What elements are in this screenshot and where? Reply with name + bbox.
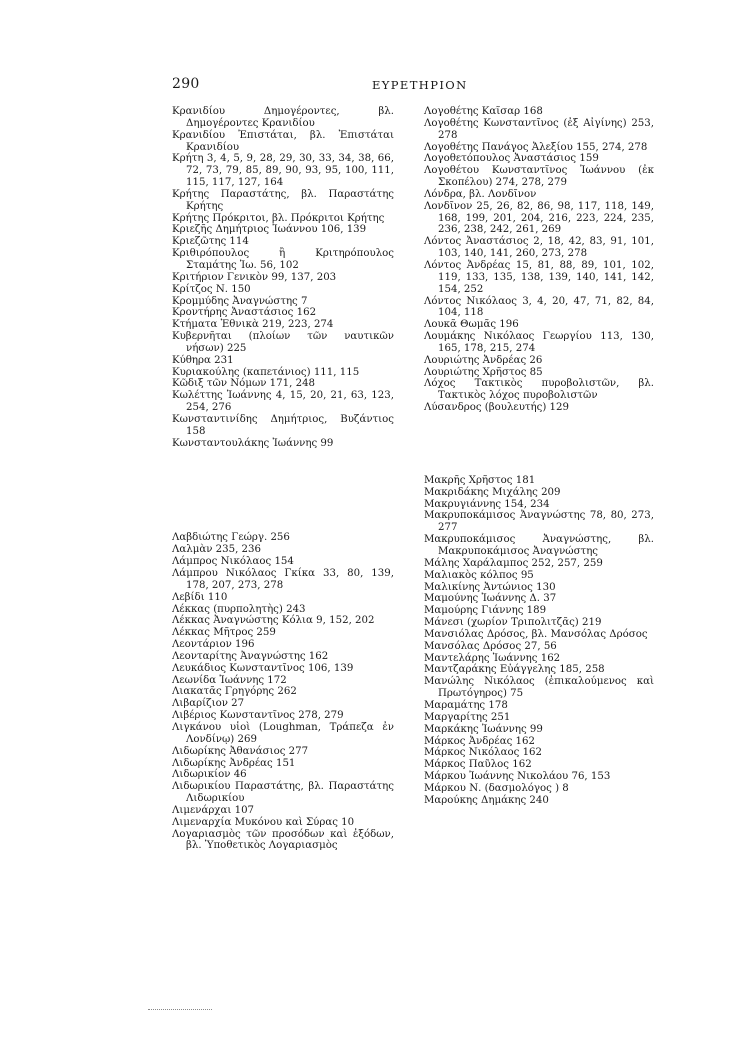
index-entry: Κωνσταντουλάκης Ἰωάννης 99: [172, 437, 334, 449]
index-entry: Λόντος Ἀναστάσιος 2, 18, 42, 83, 91, 101, 103, 140, 141, 260, 273, 278: [424, 236, 654, 260]
index-entry: Λιμεναρχία Μυκόνου καὶ Σύρας 10: [172, 816, 355, 828]
index-entry: Λουριώτης Ἀνδρέας 26: [424, 354, 543, 366]
index-entry: Λόντος Νικόλαος 3, 4, 20, 47, 71, 82, 84, 104, 118: [424, 295, 654, 319]
index-entry: Λόντος Ἀνδρέας 15, 81, 88, 89, 101, 102, 119, 133, 135, 138, 139, 140, 141, 142, 154, 252: [424, 259, 654, 295]
index-entry: Κρανιδίου Δημογέροντες, βλ. Δημογέροντες Κρανιδίου: [172, 106, 394, 129]
index-entry: Κρίτζος Ν. 150: [172, 283, 251, 295]
index-entry: Λεονταρίτης Ἀναγνώστης 162: [172, 650, 329, 662]
index-entry: Κριεζῶτης 114: [172, 236, 249, 248]
index-entry: Λέκκας Ἀναγνώστης Κόλια 9, 152, 202: [172, 615, 375, 627]
index-entry: Κτήματα Ἐθνικὰ 219, 223, 274: [172, 319, 334, 331]
index-entry: Λύσανδρος (βουλευτής) 129: [424, 402, 569, 414]
index-entry: Λεοντάριον 196: [172, 639, 255, 651]
index-section-lambda-continued: [424, 106, 654, 414]
index-entry: Λογοθέτης Κωνσταντῖνος (ἐξ Αἰγίνης) 253, 278: [424, 117, 654, 141]
index-entry: Κριθιρόπουλος ἢ Κριτηρόπουλος Σταμάτης Ἰω. 56, 102: [172, 248, 394, 271]
index-entry: Μαλιακὸς κόλπος 95: [424, 569, 534, 581]
index-entry: Λιβαρίζιον 27: [172, 698, 245, 710]
index-entry: Λιδωρικίον 46: [172, 769, 247, 781]
index-entry: Λουκᾶ Θωμᾶς 196: [424, 319, 519, 331]
index-entry: Λόχος Τακτικὸς πυροβολιστῶν, βλ. Τακτικὸς λόχος πυροβολιστῶν: [424, 378, 654, 402]
index-entry: Μάρκου Ν. (δασμολόγος ) 8: [424, 782, 569, 794]
index-entry: Κρήτης Πρόκριτοι, βλ. Πρόκριτοι Κρήτης: [172, 212, 385, 224]
index-entry: Λάμπρος Νικόλαος 154: [172, 556, 294, 568]
index-entry: Μάρκος Ἀνδρέας 162: [424, 735, 535, 747]
index-entry: Μάρκου Ἰωάννης Νικολάου 76, 153: [424, 771, 611, 783]
index-entry: Μαντζαράκης Εὐάγγελης 185, 258: [424, 664, 605, 676]
index-entry: Μαραμάτης 178: [424, 699, 508, 711]
index-entry: Μαντελάρης Ἰωάννης 162: [424, 652, 561, 664]
index-entry: Κρομμύδης Ἀναγνώστης 7: [172, 295, 308, 307]
index-entry: Λογοθέτου Κωνσταντῖνος Ἰωάννου (ἐκ Σκοπέλου) 274, 278, 279: [424, 165, 654, 189]
index-entry: Κυβερνῆται (πλοίων τῶν ναυτικῶν νήσων) 225: [172, 331, 394, 354]
index-entry: Μανσιόλας Δρόσος, βλ. Μανσόλας Δρόσος: [424, 628, 648, 640]
index-entry: Μαμούνης Ἰωάννης Δ. 37: [424, 593, 557, 605]
index-entry: Κροντήρης Ἀναστάσιος 162: [172, 307, 317, 319]
index-entry: Κριεζῆς Δημήτριος Ἰωάννου 106, 139: [172, 224, 367, 236]
index-entry: Μαργαρίτης 251: [424, 711, 511, 723]
index-entry: Μάνεσι (χωρίον Τριπολιτζᾶς) 219: [424, 617, 602, 629]
index-entry: Μακρυποκάμισος Ἀναγνώστης, βλ. Μακρυποκάμισος Ἀναγνώστης: [424, 534, 654, 557]
index-entry: Κωνσταντινίδης Δημήτριος, Βυζάντιος 158: [172, 413, 394, 437]
index-section-kappa: [172, 106, 394, 449]
index-entry: Κρήτης Παραστάτης, βλ. Παραστάτης Κρήτης: [172, 188, 394, 212]
index-entry: Λεωνίδα Ἰωάννης 172: [172, 674, 287, 686]
index-entry: Λιμενάρχαι 107: [172, 804, 255, 816]
index-entry: Μακρῆς Χρῆστος 181: [424, 474, 536, 486]
index-entry: Μαλικίνης Ἀντώνιος 130: [424, 581, 556, 593]
index-entry: Λονδῖνον 25, 26, 82, 86, 98, 117, 118, 149, 168, 199, 201, 204, 216, 223, 224, 235, 236, 238, 242, 261, 269: [424, 200, 654, 236]
index-entry: Μαρούκης Δημάκης 240: [424, 794, 549, 806]
index-entry: Λέκκας (πυρπολητὴς) 243: [172, 603, 306, 615]
index-entry: Λογαριασμὸς τῶν προσόδων καὶ ἐξόδων, βλ. Ὑποθετικὸς Λογαριασμὸς: [172, 828, 394, 852]
index-entry: Μακρυποκάμισος Ἀναγνώστης 78, 80, 273, 277: [424, 510, 654, 534]
index-entry: Μανσόλας Δρόσος 27, 56: [424, 640, 557, 652]
index-entry: Κωλέττης Ἰωάννης 4, 15, 20, 21, 63, 123, 254, 276: [172, 390, 394, 414]
index-entry: Λευκάδιος Κωνσταντῖνος 106, 139: [172, 662, 354, 674]
page-number: 290: [172, 76, 200, 92]
index-entry: Μάρκος Νικόλαος 162: [424, 747, 543, 759]
index-entry: Κύθηρα 231: [172, 354, 234, 366]
index-entry: Λόνδρα, βλ. Λονδῖνον: [424, 188, 537, 200]
index-entry: Λαβδιώτης Γεώργ. 256: [172, 532, 290, 544]
index-entry: Λιακατᾶς Γρηγόρης 262: [172, 686, 297, 698]
index-section-mu: [424, 475, 654, 807]
index-entry: Μάλης Χαράλαμπος 252, 257, 259: [424, 557, 603, 569]
index-entry: Λογοθέτης Καῖσαρ 168: [424, 106, 543, 117]
index-column-left: [172, 106, 394, 852]
index-entry: Μάρκος Παῦλος 162: [424, 759, 532, 771]
index-entry: Μαρκάκης Ἰωάννης 99: [424, 723, 543, 735]
index-entry: Κρήτη 3, 4, 5, 9, 28, 29, 30, 33, 34, 38, 66, 72, 73, 79, 85, 89, 90, 93, 95, 100, 111, 115, 117, 127, 164: [172, 153, 394, 189]
index-entry: Κῶδιξ τῶν Νόμων 171, 248: [172, 378, 316, 390]
index-entry: Κριτήριον Γενικὸν 99, 137, 203: [172, 271, 337, 283]
index-entry: Λάμπρου Νικόλαος Γκίκα 33, 80, 139, 178, 207, 273, 278: [172, 568, 394, 591]
index-entry: Λέκκας Μῆτρος 259: [172, 627, 276, 639]
index-entry: Λουμάκης Νικόλαος Γεωργίου 113, 130, 165, 178, 215, 274: [424, 331, 654, 354]
index-column-right: [424, 106, 654, 807]
index-entry: Λιδωρίκης Ἀνδρέας 151: [172, 757, 296, 769]
index-entry: Μανώλης Νικόλαος (ἐπικαλούμενος καὶ Πρωτόγηρος) 75: [424, 676, 654, 700]
index-entry: Κυριακούλης (καπετάνιος) 111, 115: [172, 366, 360, 378]
index-entry: Κρανιδίου Ἐπιστάται, βλ. Ἐπιστάται Κρανιδίου: [172, 129, 394, 153]
index-entry: Λογοθετόπουλος Ἀναστάσιος 159: [424, 153, 599, 165]
index-entry: Λογοθέτης Πανάγος Ἀλεξίου 155, 274, 278: [424, 141, 648, 153]
index-entry: Μαμούρης Γιάννης 189: [424, 605, 547, 617]
index-entry: Λιγκάνου υἱοὶ (Loughman, Τράπεζα ἐν Λονδίνῳ) 269: [172, 721, 394, 745]
footer-dotted-rule: [148, 1009, 212, 1010]
index-entry: Μακριδάκης Μιχάλης 209: [424, 486, 561, 498]
index-entry: Μακρυγιάννης 154, 234: [424, 498, 550, 510]
index-entry: Λιδωρικίου Παραστάτης, βλ. Παραστάτης Λιδωρικίου: [172, 781, 394, 805]
index-entry: Λιδωρίκης Ἀθανάσιος 277: [172, 745, 309, 757]
page-title: ΕΥΡΕΤΗΡΙΟΝ: [372, 78, 468, 92]
index-entry: Λουριώτης Χρῆστος 85: [424, 366, 543, 378]
index-entry: Λεβίδι 110: [172, 591, 228, 603]
index-entry: Λιβέριος Κωνσταντῖνος 278, 279: [172, 710, 344, 722]
index-section-lambda: [172, 532, 394, 852]
index-entry: Λαλμὰν 235, 236: [172, 544, 261, 556]
